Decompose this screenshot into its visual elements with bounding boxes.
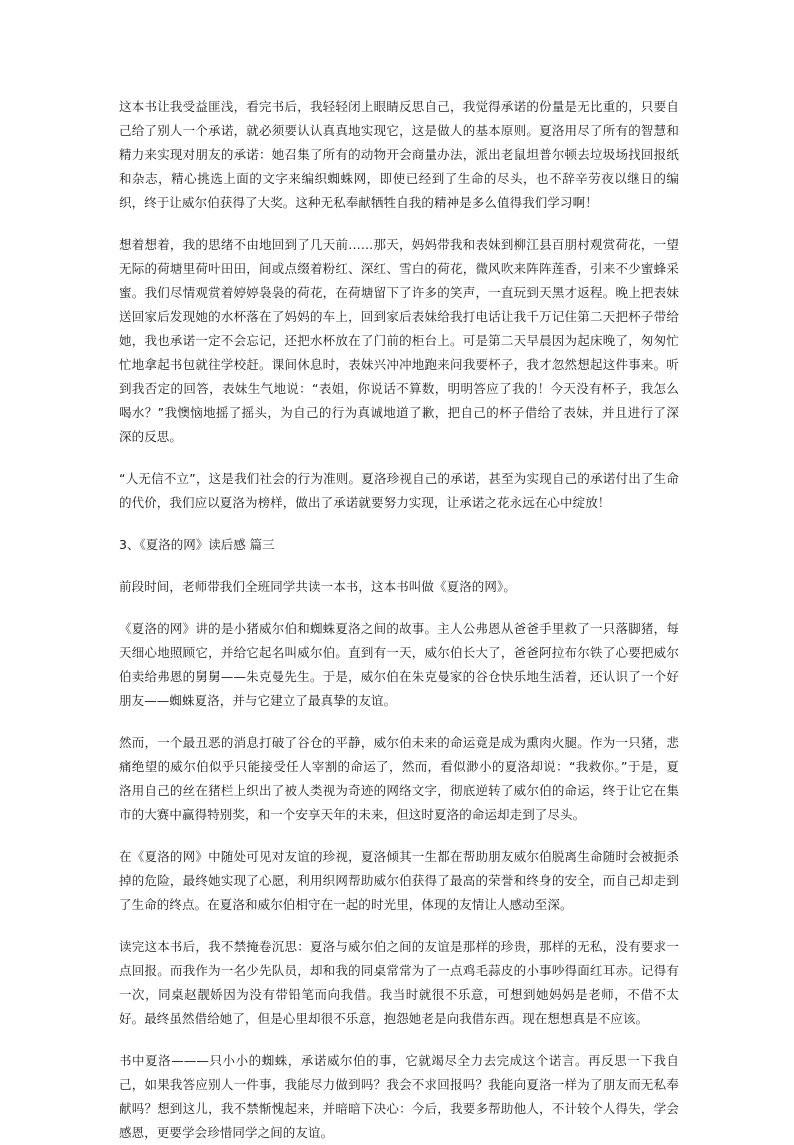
paragraph-9: 书中夏洛———只小小的蜘蛛，承诺威尔伯的事，它就竭尽全力去完成这个诺言。再反思一下我自己，如果我答应别人一件事，我能尽力做到吗？我会不求回报吗？我能向夏洛一样为了朋友而无私奉献吗？想到这儿，我不禁惭愧起来，并暗暗下决心：今后，我要多帮助他人，不计较个人得失，学会感恩，更要学会珍惜同学之间的友谊。 (119, 1053, 679, 1140)
paragraph-gap (119, 215, 679, 233)
paragraph-2: 想着想着，我的思绪不由地回到了几天前……那天，妈妈带我和表妹到柳江县百朋村观赏荷花，一望无际的荷塘里荷叶田田，间或点缀着粉红、深红、雪白的荷花，微风吹来阵阵莲香，引来不少蜜蜂采蜜。我们尽情观赏着婷婷袅袅的荷花，在荷塘留下了许多的笑声，一直玩到天黑才返程。晚上把表妹送回家后发现她的水杯落在了妈妈的车上，回到家后表妹给我打电话让我千万记住第二天把杯子带给她，我也承诺一定不会忘记，还把水杯放在了门前的柜台上。可是第二天早晨因为起床晚了，匆匆忙忙地拿起书包就往学校赶。课间休息时，表妹兴冲冲地跑来问我要杯子，我才忽然想起这件事来。听到我否定的回答，表妹生气地说：“表姐，你说话不算数，明明答应了我的！今天没有杯子，我怎么喝水？”我懊恼地摇了摇头，为自己的行为真诚地道了歉，把自己的杯子借给了表妹，并且进行了深深的反思。 (119, 237, 679, 444)
paragraph-3: “人无信不立”，这是我们社会的行为准则。夏洛珍视自己的承诺，甚至为实现自己的承诺付出了生命的代价，我们应以夏洛为榜样，做出了承诺就要努力实现，让承诺之花永远在心中绽放！ (119, 471, 679, 510)
paragraph-gap (119, 557, 679, 575)
paragraph-4: 前段时间，老师带我们全班同学共读一本书，这本书叫做《夏洛的网》。 (119, 579, 516, 594)
paragraph-gap (119, 1031, 679, 1049)
paragraph-gap (119, 917, 679, 935)
paragraph-8: 读完这本书后，我不禁掩卷沉思：夏洛与威尔伯之间的友谊是那样的珍贵，那样的无私，没有要求一点回报。而我作为一名少先队员，却和我的同桌常常为了一点鸡毛蒜皮的小事吵得面红耳赤。记得有一次，同桌赵靓娇因为没有带铅笔而向我借。我当时就很不乐意，可想到她妈妈是老师，不借不太好。最终虽然借给她了，但是心里却很不乐意，抱怨她老是向我借东西。现在想想真是不应该。 (119, 939, 679, 1026)
document-page (119, 95, 679, 1145)
paragraph-7: 在《夏洛的网》中随处可见对友谊的珍视，夏洛倾其一生都在帮助朋友威尔伯脱离生命随时会被扼杀掉的危险，最终她实现了心愿，利用织网帮助威尔伯获得了最高的荣誉和终身的安全，而自己却走到了生命的终点。在夏洛和威尔伯相守在一起的时光里，体现的友情让人感动至深。 (119, 849, 679, 912)
section-heading: 3、《夏洛的网》读后感 篇三 (119, 537, 275, 552)
paragraph-gap (119, 713, 679, 731)
paragraph-gap (119, 599, 679, 617)
paragraph-1: 这本书让我受益匪浅，看完书后，我轻轻闭上眼睛反思自己，我觉得承诺的份量是无比重的，只要自己给了别人一个承诺，就必须要认认真真地实现它，这是做人的基本原则。夏洛用尽了所有的智慧和精力来实现对朋友的承诺：她召集了所有的动物开会商量办法，派出老鼠坦普尔顿去垃圾场找回报纸和杂志，精心挑选上面的文字来编织蜘蛛网，即使已经到了生命的尽头，也不辞辛劳夜以继日的编织，终于让威尔伯获得了大奖。这种无私奉献牺牲自我的精神是多么值得我们学习啊！ (119, 99, 679, 210)
paragraph-5: 《夏洛的网》讲的是小猪威尔伯和蜘蛛夏洛之间的故事。主人公弗恩从爸爸手里救了一只落脚猪，每天细心地照顾它，并给它起名叫威尔伯。直到有一天，威尔伯长大了，爸爸阿拉布尔铁了心要把威尔伯卖给弗恩的舅舅——朱克曼先生。于是，威尔伯在朱克曼家的谷仓快乐地生活着，还认识了一个好朋友——蜘蛛夏洛，并与它建立了最真挚的友谊。 (119, 621, 679, 708)
paragraph-gap (119, 827, 679, 845)
paragraph-gap (119, 515, 679, 533)
paragraph-gap (119, 449, 679, 467)
paragraph-6: 然而，一个最丑恶的消息打破了谷仓的平静，威尔伯未来的命运竟是成为熏肉火腿。作为一只猪，悲痛绝望的威尔伯似乎只能接受任人宰割的命运了，然而，看似渺小的夏洛却说：“我救你。”于是，夏洛用自己的丝在猪栏上织出了被人类视为奇迹的网络文字，彻底逆转了威尔伯的命运，终于让它在集市的大赛中赢得特别奖，和一个安享天年的未来，但这时夏洛的命运却走到了尽头。 (119, 735, 679, 822)
